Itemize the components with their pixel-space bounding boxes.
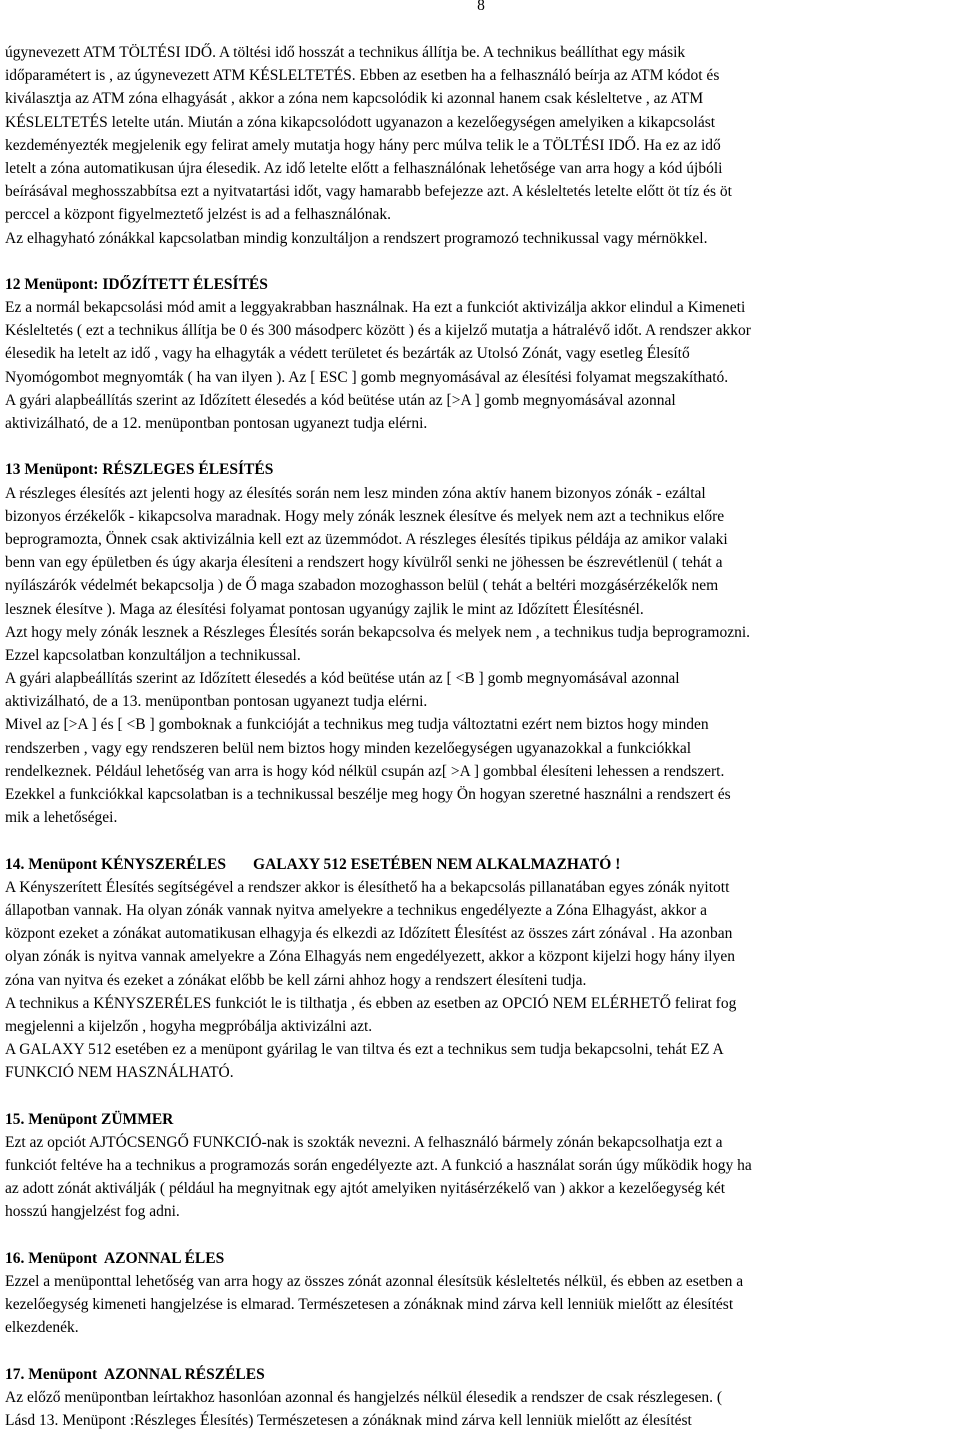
text-line: zóna van nyitva és ezeket a zónákat előbb be kell zárni ahhoz hogy a rendszert élesíteni tudja.: [5, 971, 587, 989]
section-menu-12: [5, 273, 960, 435]
text-line: Ezekkel a funkciókkal kapcsolatban is a technikussal beszélje meg hogy Ön hogyan szeretné használni a rendszert és: [5, 786, 731, 803]
text-line: A GALAXY 512 esetében ez a menüpont gyárilag le van tiltva és ezt a technikus sem tudja bekapcsolni, tehát EZ A: [5, 1041, 724, 1059]
section-menu-15: [5, 1108, 960, 1224]
text-line: FUNKCIÓ NEM HASZNÁLHATÓ.: [5, 1064, 234, 1082]
paragraph-gap: [5, 1340, 960, 1363]
section-menu-16: [5, 1247, 960, 1340]
text-line: KÉSLELTETÉS letelte után. Miután a zóna kikapcsolódott ugyanazon a kezelőegységen amelyiken a kikapcsolást: [5, 113, 716, 131]
text-line: hosszú hangjelzést fog adni.: [5, 1203, 180, 1221]
text-line: az adott zónát aktiválják ( például ha megnyitnak egy ajtót amelyiken nyitásérzékelő van ) akkor a kezelőegység két: [5, 1180, 726, 1198]
page-number: 8: [477, 0, 485, 14]
section-menu-13: [5, 458, 960, 829]
text-line: Ezzel a menüponttal lehetőség van arra hogy az összes zónát azonnal élesítsük késleltetés nélkül, és ebben az esetben a: [5, 1272, 744, 1290]
text-line: elkezdenék.: [5, 1319, 79, 1337]
text-line: Az előző menüpontban leírtakhoz hasonlóan azonnal és hangjelzés nélkül élesedik a rendszer de csak részlegesen. (: [5, 1388, 723, 1406]
section-intro: [5, 41, 960, 250]
text-line: A technikus a KÉNYSZERÉLES funkciót le is tilthatja , és ebben az esetben az OPCIÓ NEM ELÉRHETŐ felirat fog: [5, 994, 737, 1012]
text-line: Mivel az [>A ] és [ <B ] gomboknak a funkcióját a technikus meg tudja változtatni ezért nem biztos hogy minden: [5, 716, 709, 734]
paragraph-gap: [5, 1224, 960, 1247]
paragraph-gap: [5, 250, 960, 273]
text-line: rendelkeznek. Például lehetőség van arra is hogy kód nélkül csupán az[ >A ] gombbal élesíteni lehessen a rendszert.: [5, 762, 725, 780]
section-heading: 12 Menüpont: IDŐZÍTETT ÉLESÍTÉS: [5, 275, 268, 293]
text-line: rendszerben , vagy egy rendszeren belül nem biztos hogy minden kezelőegységen ugyanazokkal a funkciókkal: [5, 739, 692, 757]
text-line: úgynevezett ATM TÖLTÉSI IDŐ. A töltési idő hosszát a technikus állítja be. A technikus beállíthat egy másik: [5, 44, 686, 61]
text-line: aktivizálható, de a 13. menüpontban pontosan ugyanezt tudja elérni.: [5, 693, 428, 711]
section-heading: 16. Menüpont AZONNAL ÉLES: [5, 1249, 225, 1267]
text-line: időparamétert is , az úgynevezett ATM KÉSLELTETÉS. Ebben az esetben ha a felhasználó beírja az ATM kódot és: [5, 67, 720, 85]
text-line: Lásd 13. Menüpont :Részleges Élesítés) Természetesen a zónáknak mind zárva kell lenniük mielőtt az élesítést: [5, 1412, 692, 1430]
text-line: A gyári alapbeállítás szerint az Időzített élesedés a kód beütése után az [ <B ] gomb megnyomásával azonnal: [5, 670, 680, 688]
text-line: lesznek élesítve ). Maga az élesítési folyamat pontosan ugyanúgy zajlik le mint az Időzített Élesítésnél.: [5, 600, 644, 618]
text-line: megjelenni a kijelzőn , hogyha megpróbálja aktivizálni azt.: [5, 1017, 373, 1035]
text-line: Ezt az opciót AJTÓCSENGŐ FUNKCIÓ-nak is szokták nevezni. A felhasználó bármely zónán bekapcsolhatja ezt a: [5, 1133, 723, 1151]
text-line: aktivizálható, de a 12. menüpontban pontosan ugyanezt tudja elérni.: [5, 415, 428, 432]
text-line: A részleges élesítés azt jelenti hogy az élesítés során nem lesz minden zóna aktív hanem bizonyos zónák - ezáltal: [5, 484, 706, 502]
text-line: Az elhagyható zónákkal kapcsolatban mindig konzultáljon a rendszert programozó technikussal vagy mérnökkel.: [5, 229, 708, 247]
paragraph-gap: [5, 1084, 960, 1107]
text-line: mik a lehetőségei.: [5, 809, 118, 827]
text-line: beprogramozta, Önnek csak aktivizálnia kell ezt az üzemmódot. A részleges élesítés tipikus példája az amikor valaki: [5, 530, 728, 548]
text-line: olyan zónák is nyitva vannak amelyekre a Zóna Elhagyás nem engedélyezett, akkor a központ kijelzi hogy hány ilyen: [5, 948, 735, 966]
text-line: élesedik ha letelt az idő , vagy ha elhagyták a védett területet és bezárták az Utolsó Zónát, vagy esetleg Élesítő: [5, 345, 690, 363]
text-line: funkciót feltéve ha a technikus a programozás során engedélyezte azt. A funkció a használat során úgy működik hogy ha: [5, 1157, 752, 1174]
text-line: Azt hogy mely zónák lesznek a Részleges Élesítés során bekapcsolva és melyek nem , a technikus tudja beprogramozni.: [5, 623, 751, 641]
text-line: bizonyos érzékelők - kikapcsolva maradnak. Hogy mely zónák lesznek élesítve és melyek nem azt a technikus előre: [5, 507, 725, 525]
text-line: kiválasztja az ATM zóna elhagyását , akkor a zóna nem kapcsolódik ki azonnal hanem csak késleltetve , az ATM: [5, 90, 704, 108]
text-line: beírásával meghosszabbítsa ezt a nyitvatartási időt, vagy hamarabb befejezze azt. A késleltetés letelte előtt öt tíz és öt: [5, 183, 732, 201]
text-line: Ez a normál bekapcsolási mód amit a leggyakrabban használnak. Ha ezt a funkciót aktivizálja akkor elindul a Kimeneti: [5, 299, 746, 317]
section-menu-17: [5, 1363, 960, 1433]
text-line: Késleltetés ( ezt a technikus állítja be 0 és 300 másodperc között ) és a kijelző mutatja a hátralévő időt. A rendszer akkor: [5, 322, 751, 340]
text-line: kezdeményezték megjelenik egy felirat amely mutatja hogy hány perc múlva telik le a TÖLTÉSI IDŐ. Ha ez az idő: [5, 136, 721, 154]
section-heading: 17. Menüpont AZONNAL RÉSZÉLES: [5, 1365, 265, 1383]
text-line: állapotban vannak. Ha olyan zónák vannak nyitva amelyekre a technikus engedélyezte a Zóna Elhagyást, akkor a: [5, 901, 707, 919]
document-body: [5, 41, 960, 1432]
text-line: A gyári alapbeállítás szerint az Időzített élesedés a kód beütése után az [>A ] gomb megnyomásával azonnal: [5, 391, 676, 409]
text-line: nyílászárók védelmét bekapcsolja ) de Ő maga szabadon mozoghasson belül ( tehát a beltéri mozgásérzékelők nem: [5, 577, 719, 595]
text-line: központ ezeket a zónákat automatikusan elhagyja és elkezdi az Időzített Élesítést az összes zárt zónával . Ha azonban: [5, 925, 733, 943]
text-line: letelt a zóna automatikusan újra élesedik. Az idő letelte előtt a felhasználónak lehetősége van arra hogy a kód újbóli: [5, 159, 723, 177]
text-line: benn van egy épületben és úgy akarja élesíteni a rendszert hogy kívülről senki ne jöhessen be észrevétlenül ( tehát a: [5, 554, 723, 572]
text-line: Nyomógombot megnyomták ( ha van ilyen ). Az [ ESC ] gomb megnyomásával az élesítési folyamat megszakítható.: [5, 368, 729, 386]
text-line: kezelőegység kimeneti hangjelzése is elmarad. Természetesen a zónáknak mind zárva kell lenniük mielőtt az élesítést: [5, 1296, 734, 1314]
section-heading: 15. Menüpont ZÜMMER: [5, 1110, 174, 1128]
section-menu-14: [5, 853, 960, 1085]
paragraph-gap: [5, 829, 960, 852]
paragraph-gap: [5, 435, 960, 458]
section-heading: 14. Menüpont KÉNYSZERÉLES GALAXY 512 ESETÉBEN NEM ALKALMAZHATÓ !: [5, 855, 621, 873]
text-line: A Kényszerített Élesítés segítségével a rendszer akkor is élesíthető ha a bekapcsolás pillanatában egyes zónák nyitott: [5, 878, 730, 896]
text-line: perccel a központ figyelmeztető jelzést is ad a felhasználónak.: [5, 206, 392, 224]
text-line: Ezzel kapcsolatban konzultáljon a technikussal.: [5, 646, 301, 664]
section-heading: 13 Menüpont: RÉSZLEGES ÉLESÍTÉS: [5, 461, 274, 479]
